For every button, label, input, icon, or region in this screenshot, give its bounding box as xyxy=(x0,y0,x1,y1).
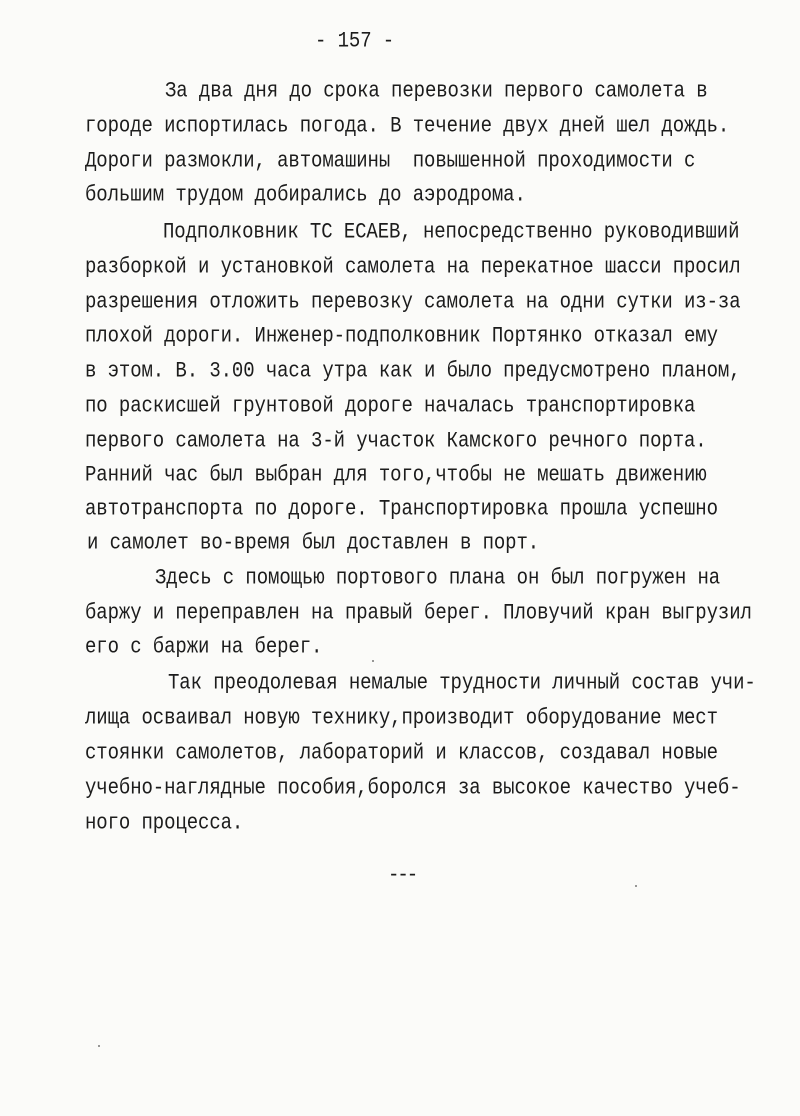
page-number: - 157 - xyxy=(315,28,395,54)
text-line: Подполковник ТС ЕСАЕВ, непосредственно руководивший xyxy=(163,219,740,245)
text-line: стоянки самолетов, лабораторий и классов, создавал новые xyxy=(85,740,718,766)
text-line: разборкой и установкой самолета на перекатное шасси просил xyxy=(85,254,741,280)
paper-speck xyxy=(635,885,637,887)
text-line: ного процесса. xyxy=(85,810,244,836)
text-line: большим трудом добирались до аэродрома. xyxy=(85,182,526,208)
text-line: городе испортилась погода. В течение двух дней шел дождь. xyxy=(85,113,730,139)
text-line: плохой дороги. Инженер-подполковник Портянко отказал ему xyxy=(85,323,718,349)
text-line: Дороги размокли, автомашины повышенной проходимости с xyxy=(85,148,696,174)
text-line: За два дня до срока перевозки первого самолета в xyxy=(165,78,708,104)
text-line: баржу и переправлен на правый берег. Пловучий кран выгрузил xyxy=(85,600,752,626)
paper-speck xyxy=(372,660,374,662)
text-line: в этом. В. 3.00 часа утра как и было предусмотрено планом, xyxy=(85,358,741,384)
text-line: Здесь с помощью портового плана он был погружен на xyxy=(155,565,721,591)
text-line: и самолет во-время был доставлен в порт. xyxy=(87,530,540,556)
text-line: учебно-наглядные пособия,боролся за высокое качество учеб- xyxy=(85,775,741,801)
text-line: первого самолета на 3-й участок Камского речного порта. xyxy=(85,428,707,454)
text-line: разрешения отложить перевозку самолета на одни сутки из-за xyxy=(85,289,741,315)
text-line: по раскисшей грунтовой дороге началась транспортировка xyxy=(85,393,696,419)
text-line: лища осваивал новую технику,производит оборудование мест xyxy=(85,705,718,731)
text-line: его с баржи на берег. xyxy=(85,634,323,660)
text-line: Ранний час был выбран для того,чтобы не мешать движению xyxy=(85,462,707,488)
text-line: Так преодолевая немалые трудности личный состав учи- xyxy=(168,670,756,696)
end-mark: --- xyxy=(388,862,417,888)
paper-speck xyxy=(98,1045,100,1047)
text-line: автотранспорта по дороге. Транспортировка прошла успешно xyxy=(85,496,718,522)
